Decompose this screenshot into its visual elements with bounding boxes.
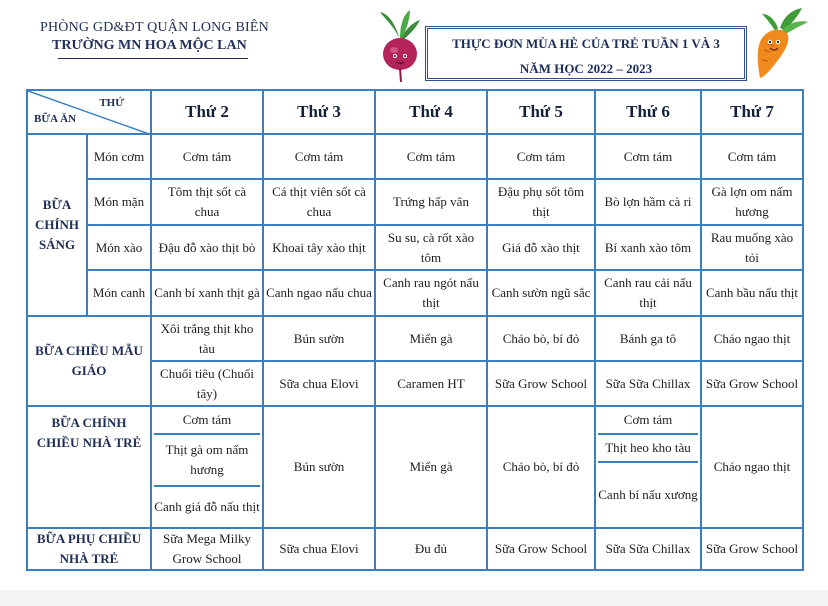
header-row [27, 90, 803, 134]
menu-cell: Canh ngao nấu chua [263, 270, 375, 316]
corner-header-cell [27, 90, 151, 134]
school-year: NĂM HỌC 2022 – 2023 [519, 61, 653, 76]
menu-cell: Tôm thịt sốt cà chua [151, 179, 263, 225]
day-header: Thứ 6 [595, 90, 701, 134]
dish-type-label: Món xào [87, 225, 151, 270]
carrot-icon [740, 6, 810, 80]
meal-label-afternoon-main-nursery: BỮA CHÍNH CHIỀU NHÀ TRẺ [27, 406, 151, 528]
corner-meal-label: BỮA ĂN [34, 113, 77, 125]
menu-cell: Bánh ga tô [595, 316, 701, 361]
menu-cell: Canh bầu nấu thịt [701, 270, 803, 316]
menu-title-box [425, 26, 747, 81]
menu-cell: Cơm tám [263, 134, 375, 179]
menu-cell: Giá đỗ xào thịt [487, 225, 595, 270]
menu-cell: Canh rau ngót nấu thịt [375, 270, 487, 316]
table-row [27, 406, 803, 528]
menu-cell: Miến gà [375, 406, 487, 528]
menu-cell: Cơm tám [151, 134, 263, 179]
table-row [27, 179, 803, 225]
table-row [27, 316, 803, 361]
meal-label-afternoon-kindergarten: BỮA CHIỀU MẪU GIÁO [27, 316, 151, 406]
menu-cell: Cháo bò, bí đỏ [487, 316, 595, 361]
menu-cell-split [595, 406, 701, 528]
table-row [27, 225, 803, 270]
day-header: Thứ 3 [263, 90, 375, 134]
menu-cell: Sữa Grow School [701, 361, 803, 406]
menu-cell: Đậu đỗ xào thịt bò [151, 225, 263, 270]
menu-cell: Bún sườn [263, 406, 375, 528]
menu-cell: Bò lợn hầm cà ri [595, 179, 701, 225]
school-underline [58, 58, 248, 59]
menu-cell: Xôi trắng thịt kho tàu [151, 316, 263, 361]
menu-cell: Cháo ngao thịt [701, 316, 803, 361]
menu-cell: Gà lợn om nấm hương [701, 179, 803, 225]
menu-cell: Cá thịt viên sốt cà chua [263, 179, 375, 225]
menu-cell: Đu đủ [375, 528, 487, 570]
menu-cell: Thịt heo kho tàu [598, 435, 698, 463]
table-row [27, 270, 803, 316]
menu-title: THỰC ĐƠN MÙA HÈ CỦA TRẺ TUẦN 1 VÀ 3 [452, 36, 720, 51]
day-header: Thứ 5 [487, 90, 595, 134]
menu-cell: Canh sườn ngũ sắc [487, 270, 595, 316]
menu-cell: Cơm tám [595, 134, 701, 179]
day-header: Thứ 7 [701, 90, 803, 134]
day-header: Thứ 2 [151, 90, 263, 134]
menu-cell: Miến gà [375, 316, 487, 361]
menu-cell: Thịt gà om nấm hương [154, 435, 260, 487]
menu-cell: Cơm tám [154, 407, 260, 435]
beetroot-icon [374, 8, 424, 82]
menu-cell: Bún sườn [263, 316, 375, 361]
dish-type-label: Món mặn [87, 179, 151, 225]
menu-cell: Sữa chua Elovi [263, 361, 375, 406]
department-name: PHÒNG GD&ĐT QUẬN LONG BIÊN [40, 20, 269, 35]
school-name: TRƯỜNG MN HOA MỘC LAN [52, 38, 247, 53]
menu-cell: Bí xanh xào tôm [595, 225, 701, 270]
menu-cell: Cháo bò, bí đỏ [487, 406, 595, 528]
menu-cell: Cơm tám [701, 134, 803, 179]
menu-cell: Cơm tám [375, 134, 487, 179]
menu-cell: Sữa Grow School [701, 528, 803, 570]
menu-cell: Đậu phụ sốt tôm thịt [487, 179, 595, 225]
table-row [27, 528, 803, 570]
menu-cell: Khoai tây xào thịt [263, 225, 375, 270]
menu-cell: Sữa Sữa Chillax [595, 361, 701, 406]
menu-cell: Trứng hấp vân [375, 179, 487, 225]
menu-cell: Rau muống xào tỏi [701, 225, 803, 270]
menu-cell: Canh rau cải nấu thịt [595, 270, 701, 316]
menu-cell: Chuối tiêu (Chuối tây) [151, 361, 263, 406]
menu-cell: Cơm tám [487, 134, 595, 179]
table-row [27, 134, 803, 179]
dish-type-label: Món canh [87, 270, 151, 316]
menu-cell: Cháo ngao thịt [701, 406, 803, 528]
menu-cell: Canh bí xanh thịt gà [151, 270, 263, 316]
meal-label-main-morning: BỮA CHÍNH SÁNG [27, 134, 87, 316]
meal-label-afternoon-snack-nursery: BỮA PHỤ CHIỀU NHÀ TRẺ [27, 528, 151, 570]
menu-cell: Sữa Mega Milky Grow School [151, 528, 263, 570]
menu-cell: Sữa Sữa Chillax [595, 528, 701, 570]
menu-cell: Sữa Grow School [487, 361, 595, 406]
menu-cell: Cơm tám [598, 407, 698, 435]
menu-cell: Canh giá đỗ nấu thịt [154, 499, 260, 514]
menu-cell: Su su, cà rốt xào tôm [375, 225, 487, 270]
corner-day-label: THỨ [99, 97, 124, 109]
menu-cell: Sữa chua Elovi [263, 528, 375, 570]
menu-cell-split [151, 406, 263, 528]
dish-type-label: Món cơm [87, 134, 151, 179]
menu-cell: Caramen HT [375, 361, 487, 406]
menu-cell: Sữa Grow School [487, 528, 595, 570]
weekly-menu-table [26, 89, 804, 571]
school-header [40, 20, 300, 54]
day-header: Thứ 4 [375, 90, 487, 134]
menu-cell: Canh bí nấu xương [598, 487, 698, 502]
